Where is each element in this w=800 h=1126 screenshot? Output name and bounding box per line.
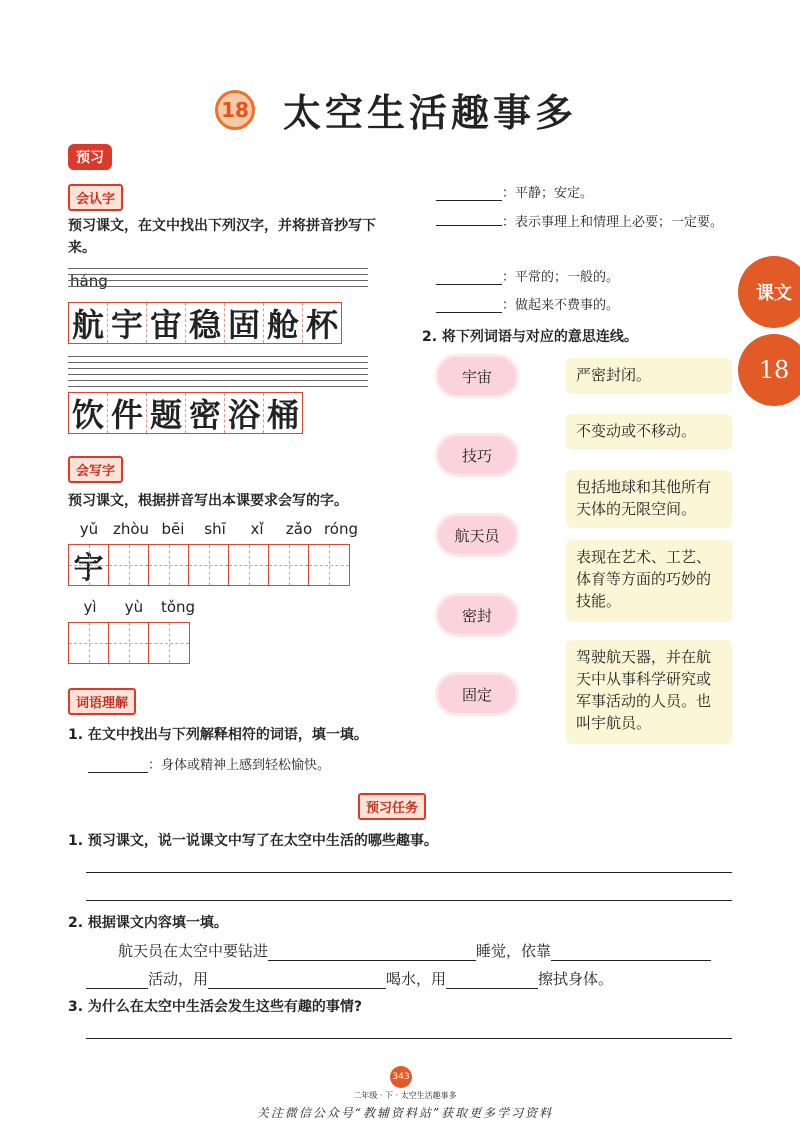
answer-line[interactable] <box>86 1038 732 1039</box>
task-q3: 3. 为什么在太空中生活会发生这些有趣的事情? <box>68 999 363 1015</box>
pinyin: yǔ <box>79 520 99 538</box>
answer-blank[interactable] <box>436 225 502 226</box>
fill-row-2 <box>86 968 613 989</box>
char: 密 <box>186 393 225 433</box>
fill-blank[interactable] <box>268 960 476 961</box>
def-row <box>436 210 736 236</box>
recognize-tag: 会认字 <box>68 184 123 211</box>
fill-text: 睡觉，依靠 <box>476 942 552 960</box>
lesson-number-badge: 18 <box>215 90 255 130</box>
char: 桶 <box>266 396 299 434</box>
preview-tag: 预习 <box>68 144 112 170</box>
grid-cell[interactable] <box>109 545 149 585</box>
pinyin: xǐ <box>250 520 264 538</box>
fill-text: 擦拭身体。 <box>538 970 614 988</box>
write-grid-row1[interactable] <box>68 544 350 586</box>
pinyin: shī <box>204 520 226 538</box>
pinyin: bēi <box>161 520 185 538</box>
fill-row-1 <box>118 940 711 961</box>
task-q1: 1. 预习课文，说一说课文中写了在太空中生活的哪些趣事。 <box>68 833 438 849</box>
answer-blank[interactable] <box>436 284 502 285</box>
pinyin-lines-row1 <box>68 268 368 292</box>
fill-blank[interactable] <box>446 988 538 989</box>
grid-cell[interactable] <box>149 545 189 585</box>
match-word[interactable]: 固定 <box>438 675 516 713</box>
write-instruction: 预习课文，根据拼音写出本课要求会写的字。 <box>68 493 348 509</box>
side-tab-label: 课文 <box>738 256 800 328</box>
write-tag: 会写字 <box>68 456 123 483</box>
char: 宙 <box>147 303 186 343</box>
char: 杯 <box>305 306 338 344</box>
pinyin: róng <box>323 520 359 538</box>
match-meaning[interactable]: 包括地球和其他所有天体的无限空间。 <box>566 470 732 528</box>
char: 航 <box>69 303 108 343</box>
recognize-chars-row2 <box>68 392 303 434</box>
char: 件 <box>108 393 147 433</box>
char: 舱 <box>264 303 303 343</box>
grid-cell[interactable] <box>69 623 109 663</box>
match-meaning[interactable]: 严密封闭。 <box>566 358 732 394</box>
match-word[interactable]: 航天员 <box>438 516 516 554</box>
fill-text: 喝水，用 <box>386 970 447 988</box>
page-number: 343 <box>390 1066 412 1088</box>
write-pinyin-row2 <box>68 598 200 616</box>
answer-line[interactable] <box>86 872 732 873</box>
char: 固 <box>225 303 264 343</box>
pinyin: zhòu <box>112 520 150 538</box>
example-pinyin: háng <box>70 272 108 290</box>
char: 宇 <box>108 303 147 343</box>
def-row <box>88 754 330 773</box>
pinyin-lines-row2 <box>68 356 368 392</box>
fill-blank[interactable] <box>551 960 711 961</box>
match-meaning[interactable]: 表现在艺术、工艺、体育等方面的巧妙的技能。 <box>566 540 732 622</box>
pinyin: tǒng <box>160 598 196 616</box>
definition-text: ：做起来不费事的。 <box>502 298 620 313</box>
grid-cell: 宇 <box>69 545 109 585</box>
recognize-instruction: 预习课文，在文中找出下列汉字，并将拼音抄写下来。 <box>68 218 376 256</box>
grid-cell[interactable] <box>309 545 349 585</box>
vocab-q1: 1. 在文中找出与下列解释相符的词语，填一填。 <box>68 727 368 743</box>
fill-blank[interactable] <box>86 988 148 989</box>
task-tag: 预习任务 <box>358 793 426 820</box>
match-meaning[interactable]: 不变动或不移动。 <box>566 414 732 450</box>
answer-blank[interactable] <box>88 772 148 773</box>
definition-text: ：身体或精神上感到轻松愉快。 <box>148 758 331 773</box>
pinyin: yù <box>124 598 144 616</box>
answer-blank[interactable] <box>436 200 502 201</box>
char: 饮 <box>69 393 108 433</box>
match-word[interactable]: 技巧 <box>438 436 516 474</box>
grid-cell[interactable] <box>149 623 189 663</box>
page-title: 太空生活趣事多 <box>283 90 578 135</box>
grid-cell[interactable] <box>189 545 229 585</box>
grid-cell[interactable] <box>109 623 149 663</box>
fill-text: 活动，用 <box>148 970 209 988</box>
grid-cell[interactable] <box>269 545 309 585</box>
def-row <box>436 182 593 201</box>
fill-blank[interactable] <box>208 988 386 989</box>
char: 稳 <box>186 303 225 343</box>
match-word[interactable]: 密封 <box>438 596 516 634</box>
char: 浴 <box>225 393 264 433</box>
definition-text: ：表示事理上和情理上必要；一定要。 <box>502 215 724 230</box>
char: 题 <box>147 393 186 433</box>
fill-text: 航天员在太空中要钻进 <box>118 942 269 960</box>
grid-cell[interactable] <box>229 545 269 585</box>
footer-notice: 关注微信公众号“教辅资料站”获取更多学习资料 <box>256 1106 554 1120</box>
definition-text: ：平静；安定。 <box>502 186 594 201</box>
write-pinyin-row1 <box>68 520 362 538</box>
def-row <box>436 294 619 313</box>
match-meaning[interactable]: 驾驶航天器，并在航天中从事科学研究或军事活动的人员。也叫宇航员。 <box>566 640 732 744</box>
side-tab-number: 18 <box>738 334 800 406</box>
vocab-tag: 词语理解 <box>68 688 136 715</box>
recognize-chars-row1 <box>68 302 342 344</box>
pinyin: zǎo <box>285 520 313 538</box>
footer-caption: 二年级 · 下 · 太空生活趣事多 <box>353 1091 457 1100</box>
match-word[interactable]: 宇宙 <box>438 357 516 395</box>
title-block <box>215 82 577 137</box>
vocab-q2: 2. 将下列词语与对应的意思连线。 <box>422 329 638 345</box>
def-row <box>436 266 619 285</box>
answer-blank[interactable] <box>436 312 502 313</box>
answer-line[interactable] <box>86 900 732 901</box>
task-q2: 2. 根据课文内容填一填。 <box>68 915 228 931</box>
write-grid-row2[interactable] <box>68 622 190 664</box>
definition-text: ：平常的；一般的。 <box>502 270 620 285</box>
pinyin: yì <box>83 598 97 616</box>
